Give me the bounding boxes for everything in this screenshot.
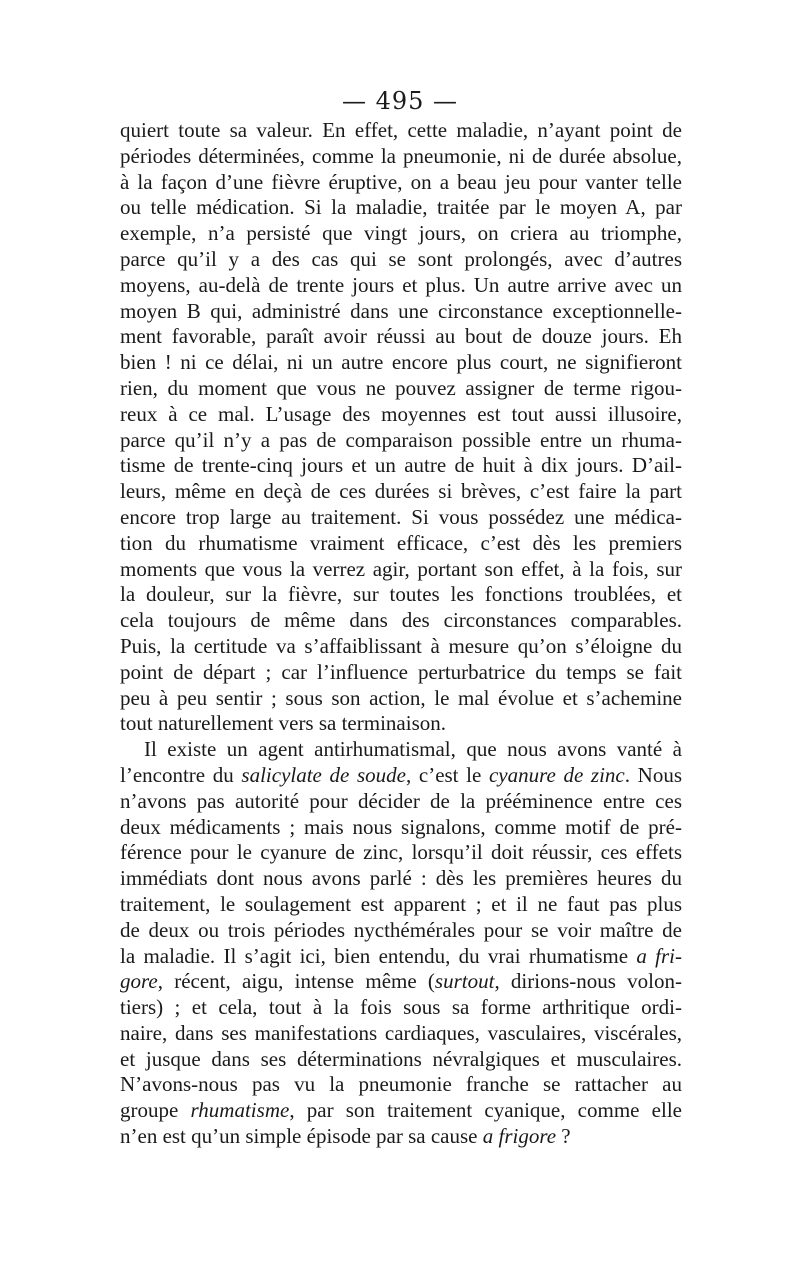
text-line xyxy=(120,866,682,892)
text-segment: traitement, le soulagement est apparent ; et il ne faut pas plus xyxy=(120,891,682,916)
text-segment: tisme de trente-cinq jours et un autre de huit à dix jours. D’ail- xyxy=(120,453,682,478)
text-line xyxy=(120,195,682,221)
text-segment: moyens, au-delà de trente jours et plus. Un autre arrive avec un xyxy=(120,272,682,297)
text-segment: reux à ce mal. L’usage des moyennes est tout aussi illusoire, xyxy=(120,401,682,426)
text-segment: tout naturellement vers sa terminaison. xyxy=(120,711,446,736)
italic-text: cyanure de zinc xyxy=(488,762,625,787)
text-segment: moments que vous la verrez agir, portant son effet, à la fois, sur xyxy=(120,556,682,581)
text-segment: n’en est qu’un simple épisode par sa cause xyxy=(120,1124,483,1149)
text-line xyxy=(120,660,682,686)
text-segment: la maladie. Il s’agit ici, bien entendu, du vrai rhumatisme xyxy=(120,943,637,968)
text-segment: quiert toute sa valeur. En effet, cette maladie, n’ayant point de xyxy=(120,118,682,142)
text-segment: moyen B qui, administré dans une circonstance exceptionnelle- xyxy=(120,298,682,323)
text-line xyxy=(120,1124,682,1150)
text-line xyxy=(120,273,682,299)
text-segment: n’avons pas autorité pour décider de la prééminence entre ces xyxy=(120,788,682,813)
italic-text: rhumatisme xyxy=(190,1098,290,1123)
text-segment: cela toujours de même dans des circonstances comparables. xyxy=(120,608,682,633)
text-line xyxy=(120,453,682,479)
text-segment: ment favorable, paraît avoir réussi au bout de douze jours. Eh xyxy=(120,324,682,349)
text-line xyxy=(120,479,682,505)
text-segment: point de départ ; car l’influence perturbatrice du temps se fait xyxy=(120,659,682,684)
text-line xyxy=(120,118,682,144)
text-segment: rien, du moment que vous ne pouvez assigner de terme rigou- xyxy=(120,375,682,400)
italic-text: a frigore xyxy=(482,1124,557,1149)
text-segment: deux médicaments ; mais nous signalons, comme motif de pré- xyxy=(120,814,682,839)
text-line xyxy=(120,324,682,350)
text-line xyxy=(120,711,682,737)
text-line xyxy=(120,892,682,918)
text-segment: et jusque dans ses déterminations névralgiques et musculaires. xyxy=(120,1046,682,1071)
text-line xyxy=(120,634,682,660)
text-line xyxy=(120,170,682,196)
text-segment: Il existe un agent antirhumatismal, que nous avons vanté à xyxy=(144,737,682,762)
text-segment: parce qu’il n’y a pas de comparaison possible entre un rhuma- xyxy=(120,427,682,452)
text-line xyxy=(120,1098,682,1124)
text-segment: férence pour le cyanure de zinc, lorsqu’il doit réussir, ces effets xyxy=(120,840,682,865)
text-line xyxy=(120,505,682,531)
text-segment: périodes déterminées, comme la pneumonie, ni de durée absolue, xyxy=(120,143,682,168)
italic-text: a fri- xyxy=(636,943,682,968)
text-segment: tion du rhumatisme vraiment efficace, c’est dès les premiers xyxy=(120,530,682,555)
text-segment: l’encontre du xyxy=(120,762,242,787)
text-segment: ou telle médication. Si la maladie, traitée par le moyen A, par xyxy=(120,195,682,220)
text-line xyxy=(120,557,682,583)
text-line xyxy=(120,428,682,454)
text-segment: , dirions-nous volon- xyxy=(494,969,683,994)
text-segment: la douleur, sur la fièvre, sur toutes les fonctions troublées, et xyxy=(120,582,682,607)
text-segment: immédiats dont nous avons parlé : dès les premières heures du xyxy=(120,866,682,891)
text-line xyxy=(120,944,682,970)
text-line xyxy=(120,969,682,995)
text-segment: , par son traitement cyanique, comme elle xyxy=(289,1098,682,1123)
text-line xyxy=(120,144,682,170)
text-segment: de deux ou trois périodes nycthémérales pour se voir maître de xyxy=(120,917,682,942)
text-line xyxy=(120,1021,682,1047)
text-segment: Puis, la certitude va s’affaiblissant à mesure qu’on s’éloigne du xyxy=(120,633,682,658)
text-segment: encore trop large au traitement. Si vous possédez une médica- xyxy=(120,504,682,529)
text-line xyxy=(120,763,682,789)
text-segment: . Nous xyxy=(624,762,682,787)
text-segment: à la façon d’une fièvre éruptive, on a beau jeu pour vanter telle xyxy=(120,169,682,194)
text-segment: N’avons-nous pas vu la pneumonie franche se rattacher au xyxy=(120,1072,682,1097)
text-segment: , c’est le xyxy=(405,762,489,787)
text-line xyxy=(120,531,682,557)
text-line xyxy=(120,299,682,325)
text-segment: exemple, n’a persisté que vingt jours, on criera au triomphe, xyxy=(120,221,682,246)
text-segment: naire, dans ses manifestations cardiaques, vasculaires, viscérales, xyxy=(120,1020,682,1045)
text-segment: peu à peu sentir ; sous son action, le mal évolue et s’achemine xyxy=(120,685,682,710)
text-segment: ? xyxy=(556,1124,571,1149)
page-number: — 495 — xyxy=(341,87,459,115)
text-line xyxy=(120,789,682,815)
text-line xyxy=(120,840,682,866)
text-line xyxy=(120,350,682,376)
text-line xyxy=(120,918,682,944)
text-line xyxy=(120,737,682,763)
text-line xyxy=(120,247,682,273)
italic-text: gore xyxy=(120,969,158,994)
text-line xyxy=(120,686,682,712)
text-line xyxy=(120,815,682,841)
text-line xyxy=(120,995,682,1021)
text-segment: bien ! ni ce délai, ni un autre encore plus court, ne signifieront xyxy=(120,350,682,375)
italic-text: salicylate de soude xyxy=(241,762,406,787)
text-segment: leurs, même en deçà de ces durées si brèves, c’est faire la part xyxy=(120,479,682,504)
text-line xyxy=(120,582,682,608)
text-line xyxy=(120,608,682,634)
text-line xyxy=(120,376,682,402)
italic-text: surtout xyxy=(434,969,495,994)
text-segment: tiers) ; et cela, tout à la fois sous sa forme arthritique ordi- xyxy=(120,995,682,1020)
text-segment: groupe xyxy=(120,1098,191,1123)
body-text xyxy=(120,118,682,1150)
text-line xyxy=(120,1047,682,1073)
text-segment: , récent, aigu, intense même ( xyxy=(157,969,435,994)
text-line xyxy=(120,221,682,247)
text-line xyxy=(120,402,682,428)
text-line xyxy=(120,1072,682,1098)
text-segment: parce qu’il y a des cas qui se sont prolongés, avec d’autres xyxy=(120,246,682,271)
